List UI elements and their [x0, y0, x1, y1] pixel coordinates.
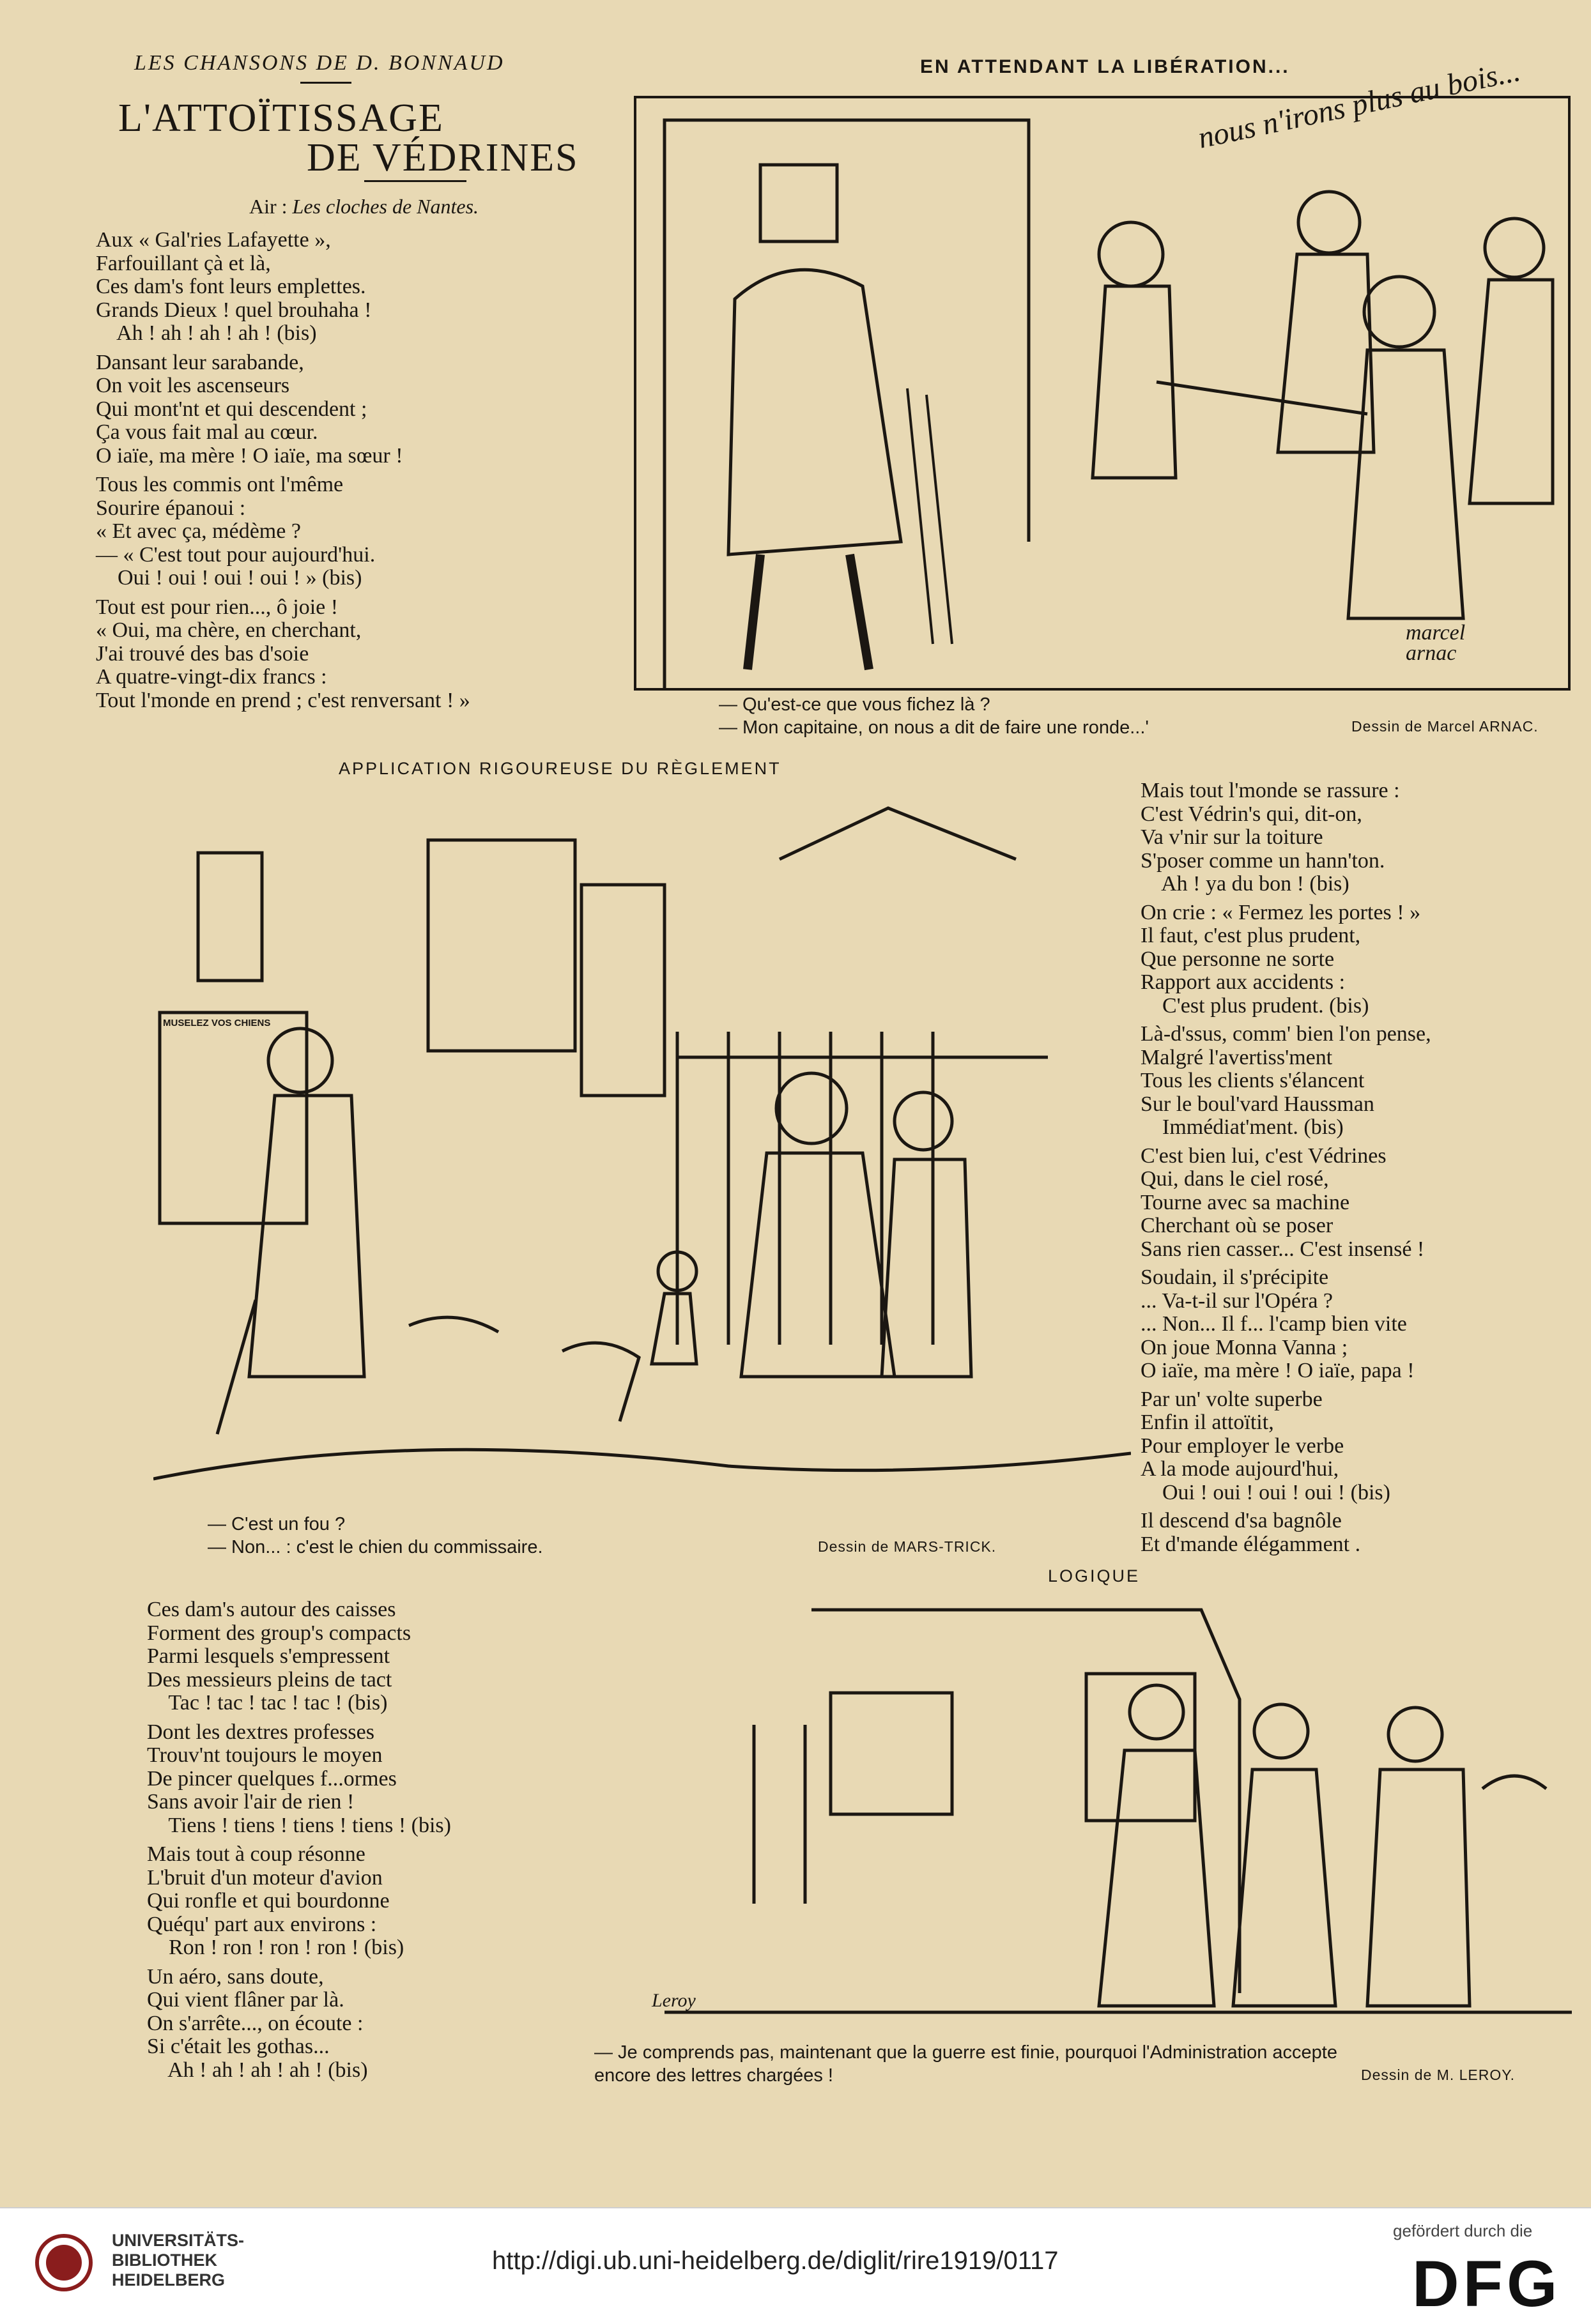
- verse-line: Sur le boul'vard Haussman: [1141, 1092, 1374, 1116]
- verse-line: Que personne ne sorte: [1141, 947, 1335, 971]
- stanza: [1141, 1145, 1431, 1262]
- institution-name: UNIVERSITÄTS- BIBLIOTHEK HEIDELBERG: [112, 2231, 245, 2290]
- university-seal-icon: [35, 2234, 93, 2291]
- verse-line: Et d'mande élégamment .: [1141, 1532, 1361, 1556]
- funded-by-text: gefördert durch die: [1393, 2221, 1533, 2240]
- song-air: [249, 195, 479, 218]
- verse-line: Ça vous fait mal au cœur.: [96, 420, 318, 444]
- cartoon-top-drawing: [633, 95, 1572, 692]
- cartoon-top-illustration: [633, 95, 1572, 692]
- source-url-link[interactable]: http://digi.ub.uni-heidelberg.de/diglit/rire1919/0117: [492, 2247, 1059, 2275]
- stanza: [1141, 1510, 1431, 1556]
- caption-line: — C'est un fou ?: [208, 1514, 346, 1534]
- verse-line: Qui, dans le ciel rosé,: [1141, 1167, 1329, 1191]
- air-label: Air :: [249, 195, 288, 218]
- verse-line: Tous les commis ont l'même: [96, 473, 344, 496]
- poster-text: MUSELEZ VOS CHIENS: [163, 1018, 271, 1028]
- cartoon-middle-illustration: [153, 789, 1131, 1517]
- verse-line: Ron ! ron ! ron ! ron ! (bis): [147, 1936, 404, 1959]
- verse-line: J'ai trouvé des bas d'soie: [96, 641, 309, 666]
- verse-line: Des messieurs pleins de tact: [147, 1667, 392, 1692]
- cartoon-middle-drawing: [153, 789, 1131, 1517]
- verse-line: Va v'nir sur la toiture: [1141, 825, 1323, 849]
- verse-line: Quéqu' part aux environs :: [147, 1912, 377, 1936]
- verse-line: S'poser comme un hann'ton.: [1141, 848, 1385, 873]
- verse-line: Si c'était les gothas...: [147, 2035, 330, 2058]
- cartoon-bottom-signature: Leroy: [652, 1990, 696, 2011]
- title-rule: [364, 180, 466, 182]
- verse-line: Forment des group's compacts: [147, 1621, 411, 1645]
- verse-line: L'bruit d'un moteur d'avion: [147, 1865, 383, 1890]
- stanza: [147, 1843, 451, 1960]
- stanza: [1141, 1388, 1431, 1505]
- verse-line: Soudain, il s'précipite: [1141, 1265, 1329, 1289]
- cartoon-bottom-drawing: [665, 1597, 1572, 2031]
- cartoon-bottom-caption: [594, 2041, 1337, 2087]
- verse-line: Sourire épanoui :: [96, 496, 246, 520]
- verse-line: Malgré l'avertiss'ment: [1141, 1045, 1333, 1069]
- stanza: [96, 473, 470, 590]
- verse-line: De pincer quelques f...ormes: [147, 1766, 397, 1791]
- cartoon-bottom-title: LOGIQUE: [1048, 1566, 1141, 1586]
- cartoon-top-caption: [719, 693, 1149, 739]
- cartoon-top-credit: Dessin de Marcel ARNAC.: [1351, 718, 1539, 735]
- verse-line: On crie : « Fermez les portes ! »: [1141, 900, 1421, 924]
- verse-line: Dont les dextres professes: [147, 1720, 374, 1744]
- verse-line: Tout l'monde en prend ; c'est renversant ! »: [96, 688, 470, 712]
- verse-line: C'est bien lui, c'est Védrines: [1141, 1143, 1387, 1168]
- stanza: [1141, 1266, 1431, 1383]
- verse-line: Enfin il attoïtit,: [1141, 1410, 1274, 1434]
- digitization-footer: [0, 2207, 1591, 2324]
- verse-line: Trouv'nt toujours le moyen: [147, 1743, 383, 1767]
- verse-line: Rapport aux accidents :: [1141, 970, 1346, 994]
- verses-right: [1141, 779, 1431, 1561]
- verse-line: Qui mont'nt et qui descendent ;: [96, 397, 367, 421]
- verse-line: Il descend d'sa bagnôle: [1141, 1509, 1342, 1533]
- cartoon-header: EN ATTENDANT LA LIBÉRATION...: [920, 56, 1290, 77]
- verse-line: Mais tout l'monde se rassure :: [1141, 779, 1400, 802]
- verse-line: On voit les ascenseurs: [96, 374, 290, 397]
- cartoon-middle-credit: Dessin de MARS-TRICK.: [818, 1538, 997, 1555]
- verse-line: Qui vient flâner par là.: [147, 1988, 344, 2012]
- verse-line: On s'arrête..., on écoute :: [147, 2011, 364, 2035]
- stanza: [1141, 1023, 1431, 1140]
- verse-line: Ah ! ah ! ah ! ah ! (bis): [147, 2058, 368, 2082]
- verse-line: Oui ! oui ! oui ! oui ! (bis): [1141, 1480, 1390, 1504]
- stanza: [1141, 901, 1431, 1018]
- verse-line: Tac ! tac ! tac ! tac ! (bis): [147, 1691, 388, 1715]
- song-title-line1: L'ATTOÏTISSAGE: [118, 96, 444, 140]
- verse-line: A quatre-vingt-dix francs :: [96, 665, 327, 689]
- verses-left-top: [96, 229, 470, 718]
- dfg-logo: DFG: [1412, 2247, 1562, 2320]
- verse-line: « Oui, ma chère, en cherchant,: [96, 618, 362, 642]
- verse-line: Là-d'ssus, comm' bien l'on pense,: [1141, 1022, 1431, 1046]
- stanza: [1141, 779, 1431, 896]
- verse-line: Aux « Gal'ries Lafayette »,: [96, 228, 331, 252]
- stanza: [96, 596, 470, 713]
- stanza: [147, 1966, 451, 2083]
- verse-line: Immédiat'ment. (bis): [1141, 1115, 1344, 1139]
- verse-line: Dansant leur sarabande,: [96, 350, 304, 374]
- verse-line: A la mode aujourd'hui,: [1141, 1457, 1339, 1481]
- verses-left-bottom: [147, 1598, 451, 2088]
- cartoon-middle-caption: [208, 1513, 543, 1559]
- verse-line: On joue Monna Vanna ;: [1141, 1335, 1348, 1359]
- verse-line: Tourne avec sa machine: [1141, 1190, 1350, 1214]
- stanza: [96, 229, 470, 346]
- verse-line: Tous les clients s'élancent: [1141, 1069, 1365, 1092]
- verse-line: Tiens ! tiens ! tiens ! tiens ! (bis): [147, 1813, 451, 1837]
- cartoon-bottom-credit: Dessin de M. LEROY.: [1361, 2067, 1516, 2083]
- verse-line: O iaïe, ma mère ! O iaïe, ma sœur !: [96, 443, 403, 468]
- stanza: [96, 351, 470, 468]
- cartoon-top-handwriting: nous n'irons plus au bois...: [1195, 54, 1523, 155]
- verse-line: Pour employer le verbe: [1141, 1433, 1344, 1458]
- verse-line: Mais tout à coup résonne: [147, 1842, 365, 1866]
- verse-line: Ces dam's autour des caisses: [147, 1598, 396, 1621]
- cartoon-bottom-illustration: [665, 1597, 1572, 2031]
- song-title-line2: DE VÉDRINES: [307, 136, 579, 180]
- verse-line: Sans rien casser... C'est insensé !: [1141, 1237, 1425, 1261]
- verse-line: Il faut, c'est plus prudent,: [1141, 924, 1361, 947]
- series-header: LES CHANSONS DE D. BONNAUD: [134, 51, 505, 75]
- cartoon-middle-title: APPLICATION RIGOUREUSE DU RÈGLEMENT: [339, 759, 781, 778]
- verse-line: Parmi lesquels s'empressent: [147, 1644, 390, 1668]
- verse-line: Oui ! oui ! oui ! oui ! » (bis): [96, 566, 362, 590]
- verse-line: Cherchant où se poser: [1141, 1214, 1334, 1237]
- verse-line: ... Non... Il f... l'camp bien vite: [1141, 1312, 1407, 1336]
- verse-line: Ah ! ah ! ah ! ah ! (bis): [96, 321, 317, 345]
- caption-line: — Je comprends pas, maintenant que la guerre est finie, pourquoi l'Administration accepte: [594, 2042, 1337, 2063]
- verse-line: Qui ronfle et qui bourdonne: [147, 1889, 390, 1913]
- verse-line: Grands Dieux ! quel brouhaha !: [96, 298, 372, 322]
- caption-line: encore des lettres chargées !: [594, 2065, 833, 2086]
- verse-line: Tout est pour rien..., ô joie !: [96, 595, 339, 619]
- air-tune: Les cloches de Nantes.: [292, 195, 479, 218]
- verse-line: Farfouillant çà et là,: [96, 251, 271, 275]
- stanza: [147, 1721, 451, 1838]
- verse-line: Par un' volte superbe: [1141, 1387, 1323, 1411]
- header-rule: [300, 82, 351, 84]
- stanza: [147, 1598, 451, 1715]
- verse-line: Un aéro, sans doute,: [147, 1964, 324, 1989]
- caption-line: — Qu'est-ce que vous fichez là ?: [719, 694, 990, 715]
- verse-line: Ces dam's font leurs emplettes.: [96, 275, 366, 298]
- verse-line: ... Va-t-il sur l'Opéra ?: [1141, 1288, 1334, 1313]
- cartoon-top-signature: marcel arnac: [1406, 621, 1466, 665]
- verse-line: Sans avoir l'air de rien !: [147, 1790, 355, 1814]
- verse-line: C'est plus prudent. (bis): [1141, 993, 1369, 1018]
- verse-line: Ah ! ya du bon ! (bis): [1141, 872, 1349, 896]
- verse-line: « Et avec ça, médème ?: [96, 519, 301, 543]
- verse-line: O iaïe, ma mère ! O iaïe, papa !: [1141, 1359, 1415, 1382]
- verse-line: — « C'est tout pour aujourd'hui.: [96, 542, 376, 567]
- caption-line: — Non... : c'est le chien du commissaire.: [208, 1537, 543, 1557]
- caption-line: — Mon capitaine, on nous a dit de faire une ronde...': [719, 717, 1149, 738]
- verse-line: C'est Védrin's qui, dit-on,: [1141, 802, 1362, 826]
